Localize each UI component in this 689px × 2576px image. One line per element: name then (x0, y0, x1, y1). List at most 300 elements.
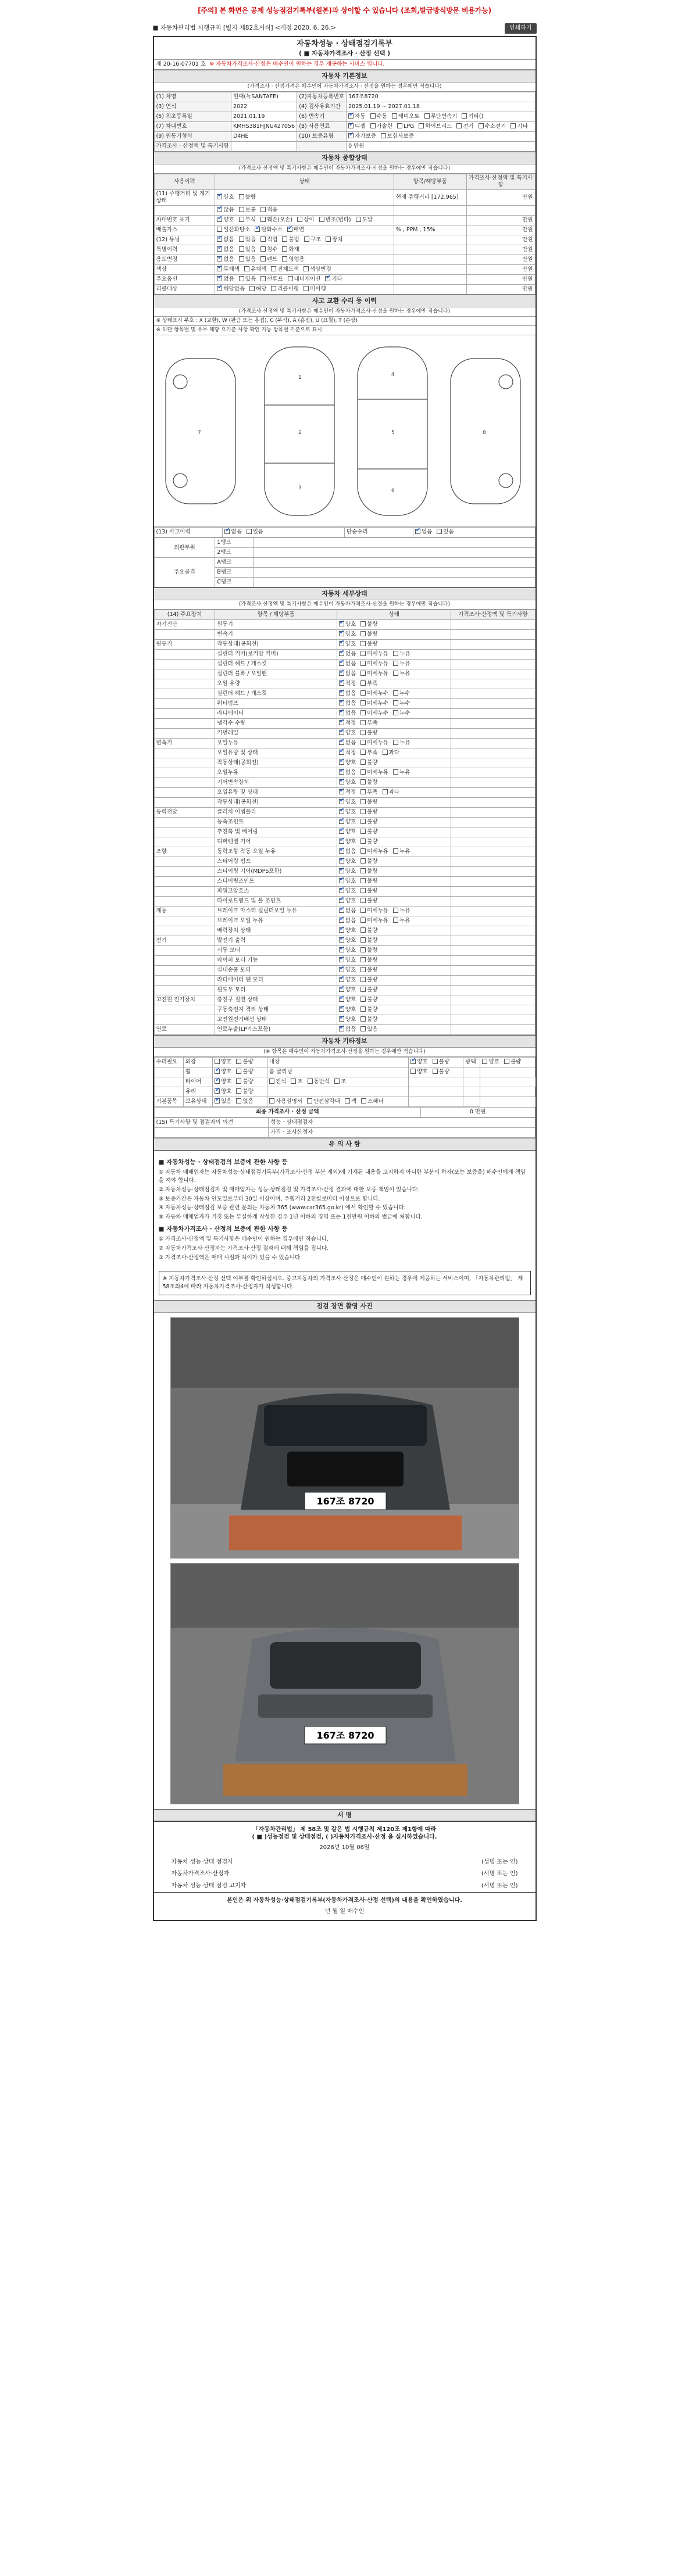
check-option[interactable]: ✔ 양호 (339, 809, 356, 815)
checkbox[interactable] (217, 246, 222, 252)
check-option[interactable]: 양호 (215, 1059, 231, 1065)
checkbox[interactable] (339, 848, 344, 854)
checkbox[interactable] (348, 133, 354, 138)
check-option[interactable]: 불량 (360, 631, 377, 637)
check-option[interactable]: 불량 (236, 1088, 253, 1095)
check-option[interactable]: ✔ 매연 (287, 227, 304, 233)
check-option[interactable]: 불량 (236, 1069, 253, 1075)
checkbox[interactable] (339, 957, 344, 962)
check-option[interactable]: 누유 (393, 908, 410, 914)
checkbox[interactable] (360, 651, 366, 656)
checkbox[interactable] (287, 227, 292, 232)
checkbox[interactable] (217, 237, 222, 242)
check-option[interactable]: 조 (291, 1079, 302, 1085)
checkbox[interactable] (360, 661, 366, 666)
checkbox[interactable] (383, 750, 388, 755)
check-option[interactable]: ✔ 해당없음 (217, 286, 245, 292)
check-option[interactable]: ✔ 없음 (339, 740, 356, 746)
checkbox[interactable] (360, 740, 366, 745)
check-option[interactable]: 불량 (360, 957, 377, 963)
checkbox[interactable] (393, 710, 398, 715)
checkbox[interactable] (339, 937, 344, 943)
checkbox[interactable] (304, 237, 309, 242)
checkbox[interactable] (339, 927, 344, 933)
checkbox[interactable] (348, 113, 354, 119)
checkbox[interactable] (239, 246, 244, 252)
checkbox[interactable] (360, 809, 366, 814)
checkbox[interactable] (360, 680, 366, 686)
checkbox[interactable] (217, 276, 222, 281)
checkbox[interactable] (510, 123, 516, 128)
checkbox[interactable] (356, 217, 361, 222)
check-option[interactable]: ✔ 없음 (339, 651, 356, 657)
checkbox[interactable] (360, 927, 366, 933)
check-option[interactable]: 부족 (360, 750, 377, 756)
checkbox[interactable] (339, 908, 344, 913)
checkbox[interactable] (325, 276, 330, 281)
checkbox[interactable] (239, 237, 244, 242)
check-option[interactable]: LPG (397, 123, 414, 130)
checkbox[interactable] (239, 276, 244, 281)
checkbox[interactable] (393, 690, 398, 696)
check-option[interactable]: 무단변속기 (424, 113, 458, 120)
checkbox[interactable] (361, 1098, 366, 1104)
checkbox[interactable] (393, 848, 398, 854)
checkbox[interactable] (339, 1006, 344, 1012)
checkbox[interactable] (360, 730, 366, 735)
checkbox[interactable] (424, 113, 430, 119)
checkbox[interactable] (260, 217, 266, 222)
check-option[interactable]: 불량 (360, 868, 377, 875)
check-option[interactable]: ✔ 탄화수소 (255, 227, 283, 233)
checkbox[interactable] (360, 1006, 366, 1012)
checkbox[interactable] (339, 710, 344, 715)
checkbox[interactable] (339, 1016, 344, 1022)
checkbox[interactable] (345, 1098, 350, 1104)
checkbox[interactable] (304, 266, 309, 271)
check-option[interactable]: ✔ 양호 (339, 621, 356, 628)
check-option[interactable]: ✔ 양호 (339, 730, 356, 736)
check-option[interactable]: 내비게이션 (288, 276, 321, 282)
check-option[interactable]: ✔ 없음 (339, 671, 356, 677)
check-option[interactable]: 누수 (393, 700, 410, 707)
checkbox[interactable] (348, 123, 354, 128)
checkbox[interactable] (360, 967, 366, 972)
checkbox[interactable] (339, 967, 344, 972)
checkbox[interactable] (319, 217, 324, 222)
checkbox[interactable] (339, 1026, 344, 1031)
checkbox[interactable] (236, 1079, 241, 1084)
check-option[interactable]: ✔ 양호 (410, 1059, 427, 1065)
check-option[interactable]: 전기 (456, 123, 473, 130)
checkbox[interactable] (339, 680, 344, 686)
check-option[interactable]: ✔ 무채색 (217, 266, 240, 273)
check-option[interactable]: 누수 (393, 690, 410, 697)
check-option[interactable]: ✔ 없음 (339, 769, 356, 776)
checkbox[interactable] (339, 829, 344, 834)
checkbox[interactable] (360, 868, 366, 873)
check-option[interactable]: 누유 (393, 661, 410, 667)
check-option[interactable]: ✔ 양호 (339, 1016, 356, 1023)
checkbox[interactable] (370, 113, 376, 119)
check-option[interactable]: 기타() (462, 113, 483, 120)
check-option[interactable]: ✔ 기타 (325, 276, 342, 282)
check-option[interactable]: 미세누유 (360, 908, 388, 914)
checkbox[interactable] (308, 1079, 313, 1084)
checkbox[interactable] (393, 671, 398, 676)
check-option[interactable]: 세미오토 (392, 113, 420, 120)
checkbox[interactable] (339, 740, 344, 745)
checkbox[interactable] (339, 779, 344, 784)
check-option[interactable]: 기타 (510, 123, 527, 130)
checkbox[interactable] (360, 858, 366, 864)
checkbox[interactable] (339, 819, 344, 824)
checkbox[interactable] (360, 671, 366, 676)
checkbox[interactable] (339, 839, 344, 844)
check-option[interactable]: ✔ 양호 (339, 937, 356, 944)
check-option[interactable]: ✔ 없음 (217, 237, 234, 243)
checkbox[interactable] (360, 1026, 366, 1031)
check-option[interactable]: 누유 (393, 651, 410, 657)
checkbox[interactable] (360, 908, 366, 913)
check-option[interactable]: 미세누유 (360, 651, 388, 657)
check-option[interactable]: 훼손(오손) (260, 217, 292, 223)
check-option[interactable]: 불량 (239, 194, 256, 200)
checkbox[interactable] (419, 123, 424, 128)
check-option[interactable]: 불량 (360, 799, 377, 805)
checkbox[interactable] (433, 1059, 438, 1064)
check-option[interactable]: ✔ 디젤 (348, 123, 365, 130)
check-option[interactable]: ✔ 없음 (339, 918, 356, 924)
check-option[interactable]: 사용설명서 (269, 1098, 302, 1105)
check-option[interactable]: ✔양호 (217, 194, 234, 200)
checkbox[interactable] (339, 918, 344, 923)
checkbox[interactable] (370, 123, 376, 128)
checkbox[interactable] (339, 720, 344, 725)
checkbox[interactable] (282, 237, 287, 242)
check-option[interactable]: ✔ 양호 (339, 888, 356, 894)
check-option[interactable]: ✔ 양호 (215, 1079, 231, 1085)
checkbox[interactable] (271, 266, 276, 271)
checkbox[interactable] (433, 1069, 438, 1074)
check-option[interactable]: 누유 (393, 740, 410, 746)
checkbox[interactable] (393, 651, 398, 656)
checkbox[interactable] (260, 207, 266, 212)
check-option[interactable]: 상이 (297, 217, 314, 223)
check-option[interactable]: 불량 (360, 1016, 377, 1023)
check-option[interactable]: ✔ 양호 (339, 898, 356, 904)
check-option[interactable]: 불량 (360, 730, 377, 736)
checkbox[interactable] (397, 123, 402, 128)
check-option[interactable]: 있음 (239, 246, 256, 253)
check-option[interactable]: ✔ 자가보증 (348, 133, 376, 139)
check-option[interactable]: 불량 (360, 621, 377, 628)
check-option[interactable]: ✔ 없음 (339, 908, 356, 914)
checkbox[interactable] (260, 237, 266, 242)
check-option[interactable]: 구조 (304, 237, 321, 243)
check-option[interactable]: 미세누수 (360, 710, 388, 716)
checkbox[interactable] (282, 256, 287, 261)
check-option[interactable]: ✔ 양호 (339, 829, 356, 835)
check-option[interactable]: 불량 (360, 1006, 377, 1013)
checkbox[interactable] (339, 878, 344, 883)
check-option[interactable]: 누유 (393, 671, 410, 677)
checkbox[interactable] (479, 123, 484, 128)
checkbox[interactable] (392, 113, 397, 119)
check-option[interactable]: 과다 (383, 750, 399, 756)
checkbox[interactable] (360, 720, 366, 725)
checkbox[interactable] (410, 1069, 416, 1074)
check-option[interactable]: 있음 (239, 256, 256, 263)
check-option[interactable]: ✔ 있음 (215, 1098, 231, 1105)
check-option[interactable]: 보험사보증 (381, 133, 414, 139)
check-option[interactable]: 불량 (360, 829, 377, 835)
check-option[interactable]: 화재 (282, 246, 299, 253)
checkbox[interactable] (339, 898, 344, 903)
check-option[interactable]: 수동 (370, 113, 387, 120)
check-option[interactable]: 부족 (360, 789, 377, 796)
checkbox[interactable] (239, 194, 244, 199)
check-option[interactable]: 불량 (360, 839, 377, 845)
check-option[interactable]: ✔ 양호 (217, 217, 234, 223)
check-option[interactable]: ✔ 양호 (339, 977, 356, 983)
check-option[interactable]: 변조(변타) (319, 217, 351, 223)
check-option[interactable]: 색상변경 (304, 266, 331, 273)
checkbox[interactable] (236, 1088, 241, 1094)
check-option[interactable]: 잭 (345, 1098, 356, 1105)
checkbox[interactable] (462, 113, 467, 119)
check-option[interactable]: 불량 (433, 1059, 449, 1065)
check-option[interactable]: 불량 (360, 947, 377, 954)
checkbox[interactable] (360, 710, 366, 715)
check-option[interactable]: 불량 (360, 779, 377, 786)
checkbox[interactable] (339, 868, 344, 873)
check-option[interactable]: ✔ 양호 (339, 927, 356, 934)
checkbox[interactable] (360, 690, 366, 696)
check-option[interactable]: 있음 (239, 237, 256, 243)
check-option[interactable]: 미세누유 (360, 671, 388, 677)
check-option[interactable]: 불량 (360, 977, 377, 983)
checkbox[interactable] (249, 286, 255, 291)
checkbox[interactable] (383, 789, 388, 794)
check-option[interactable]: 미세누유 (360, 918, 388, 924)
check-option[interactable]: 미세누유 (360, 848, 388, 855)
check-option[interactable]: 미세누수 (360, 690, 388, 697)
checkbox[interactable] (260, 276, 266, 281)
check-option[interactable]: ✔ 양호 (339, 1006, 356, 1013)
checkbox[interactable] (339, 888, 344, 893)
checkbox[interactable] (360, 898, 366, 903)
checkbox[interactable] (360, 750, 366, 755)
check-option[interactable]: 불량 (433, 1069, 449, 1075)
check-option[interactable]: 불량 (360, 937, 377, 944)
checkbox[interactable] (244, 266, 249, 271)
checkbox[interactable] (360, 700, 366, 705)
check-option[interactable]: 적법 (260, 237, 277, 243)
checkbox[interactable] (504, 1059, 509, 1064)
checkbox[interactable] (360, 799, 366, 804)
check-option[interactable]: 안전삼각대 (307, 1098, 340, 1105)
checkbox[interactable] (269, 1079, 274, 1084)
checkbox[interactable] (360, 759, 366, 765)
checkbox[interactable] (215, 1069, 220, 1074)
check-option[interactable]: 불량 (360, 888, 377, 894)
check-option[interactable]: ✔ 적정 (339, 720, 356, 726)
check-option[interactable]: 양호 (410, 1069, 427, 1075)
check-option[interactable]: 부족 (360, 720, 377, 726)
checkbox[interactable] (339, 671, 344, 676)
check-option[interactable]: 불량 (360, 759, 377, 766)
print-button[interactable]: 인쇄하기 (505, 23, 537, 34)
checkbox[interactable] (260, 256, 266, 261)
check-option[interactable]: ✔ 양호 (339, 967, 356, 973)
check-option[interactable]: 누유 (393, 918, 410, 924)
checkbox[interactable] (339, 997, 344, 1002)
check-option[interactable]: 전석 (269, 1079, 286, 1085)
check-option[interactable]: 적음 (260, 207, 277, 213)
check-option[interactable]: 불량 (360, 809, 377, 815)
checkbox[interactable] (339, 641, 344, 646)
checkbox[interactable] (339, 858, 344, 864)
checkbox[interactable] (215, 1098, 220, 1104)
checkbox[interactable] (393, 918, 398, 923)
checkbox[interactable] (339, 789, 344, 794)
checkbox[interactable] (360, 789, 366, 794)
check-option[interactable]: ✔ 없음 (339, 690, 356, 697)
checkbox[interactable] (360, 779, 366, 784)
check-option[interactable]: ✔많음 (217, 207, 234, 213)
check-option[interactable]: 보통 (239, 207, 256, 213)
checkbox[interactable] (410, 1059, 416, 1064)
check-option[interactable]: 조 (334, 1079, 346, 1085)
check-option[interactable]: ✔ 양호 (339, 987, 356, 993)
checkbox[interactable] (339, 730, 344, 735)
check-option[interactable]: 불량 (360, 967, 377, 973)
checkbox[interactable] (217, 227, 222, 232)
check-option[interactable]: 침수 (260, 246, 277, 253)
check-option[interactable]: 미세누유 (360, 769, 388, 776)
check-option[interactable]: 불량 (360, 898, 377, 904)
check-option[interactable]: ✔ 적정 (339, 789, 356, 796)
check-option[interactable]: ✔ 양호 (339, 997, 356, 1003)
check-option[interactable]: ✔ 양호 (339, 631, 356, 637)
checkbox[interactable] (236, 1069, 241, 1074)
checkbox[interactable] (215, 1059, 220, 1064)
checkbox[interactable] (217, 207, 222, 212)
checkbox[interactable] (307, 1098, 312, 1104)
checkbox[interactable] (393, 908, 398, 913)
checkbox[interactable] (239, 217, 244, 222)
check-option[interactable]: 해당 (249, 286, 266, 292)
check-option[interactable]: ✔ 없음 (339, 700, 356, 707)
checkbox[interactable] (360, 641, 366, 646)
checkbox[interactable] (334, 1079, 340, 1084)
check-option[interactable]: 누유 (393, 848, 410, 855)
checkbox[interactable] (339, 750, 344, 755)
checkbox[interactable] (360, 839, 366, 844)
check-option[interactable]: 불량 (360, 997, 377, 1003)
check-option[interactable]: 미세누유 (360, 661, 388, 667)
checkbox[interactable] (381, 133, 386, 138)
check-option[interactable]: ✔ 자동 (348, 113, 365, 120)
checkbox[interactable] (360, 987, 366, 992)
check-option[interactable]: 불량 (360, 927, 377, 934)
check-option[interactable]: 누유 (393, 769, 410, 776)
checkbox[interactable] (339, 700, 344, 705)
checkbox[interactable] (282, 246, 287, 252)
check-option[interactable]: ✔ 없음 (339, 710, 356, 716)
checkbox[interactable] (297, 217, 302, 222)
checkbox[interactable] (339, 799, 344, 804)
checkbox[interactable] (393, 700, 398, 705)
checkbox[interactable] (360, 848, 366, 854)
checkbox[interactable] (217, 266, 222, 271)
checkbox[interactable] (339, 651, 344, 656)
check-option[interactable]: ✔ 양호 (339, 779, 356, 786)
checkbox[interactable] (269, 1098, 274, 1104)
check-option[interactable]: 부족 (360, 680, 377, 687)
checkbox[interactable] (456, 123, 462, 128)
check-option[interactable]: ✔ 없음 (217, 246, 234, 253)
check-option[interactable]: 있음 (239, 276, 256, 282)
checkbox[interactable] (339, 977, 344, 982)
check-option[interactable]: 불량 (236, 1059, 253, 1065)
checkbox[interactable] (239, 207, 244, 212)
checkbox[interactable] (239, 256, 244, 261)
check-option[interactable]: ✔ 양호 (339, 868, 356, 875)
check-option[interactable]: 없음 (236, 1098, 253, 1105)
check-option[interactable]: ✔ 없음 (217, 256, 234, 263)
check-option[interactable]: 불량 (360, 878, 377, 884)
checkbox[interactable] (339, 987, 344, 992)
check-option[interactable]: ✔ 양호 (339, 839, 356, 845)
checkbox[interactable] (339, 759, 344, 765)
checkbox[interactable] (271, 286, 276, 291)
checkbox[interactable] (217, 194, 222, 199)
checkbox[interactable] (360, 769, 366, 775)
check-option[interactable]: ✔ 양호 (339, 858, 356, 865)
checkbox[interactable] (260, 246, 266, 252)
check-option[interactable]: ✔ 적정 (339, 750, 356, 756)
checkbox[interactable] (360, 819, 366, 824)
checkbox[interactable] (215, 1088, 220, 1094)
check-option[interactable]: 스패너 (361, 1098, 384, 1105)
checkbox[interactable] (304, 286, 309, 291)
check-option[interactable]: 전체도색 (271, 266, 299, 273)
checkbox[interactable] (255, 227, 260, 232)
check-option[interactable]: 선루프 (260, 276, 283, 282)
check-option[interactable]: ✔ 없음 (217, 276, 234, 282)
checkbox[interactable] (360, 829, 366, 834)
check-option[interactable]: ✔ 양호 (339, 878, 356, 884)
check-option[interactable]: ✔ 양호 (339, 641, 356, 647)
check-option[interactable]: 영업용 (282, 256, 305, 263)
checkbox[interactable] (360, 621, 366, 626)
checkbox[interactable] (236, 1098, 241, 1104)
check-option[interactable]: 일산화탄소 (217, 227, 250, 233)
check-option[interactable]: 미세누수 (360, 700, 388, 707)
checkbox[interactable] (217, 256, 222, 261)
checkbox[interactable] (360, 977, 366, 982)
check-option[interactable]: 불량 (360, 819, 377, 825)
check-option[interactable]: 불량 (360, 858, 377, 865)
check-option[interactable]: 부식 (239, 217, 256, 223)
check-option[interactable]: 불법 (282, 237, 299, 243)
check-option[interactable]: 불량 (236, 1079, 253, 1085)
check-option[interactable]: 불량 (504, 1059, 521, 1065)
checkbox[interactable] (360, 631, 366, 636)
check-option[interactable]: ✔ 양호 (339, 759, 356, 766)
